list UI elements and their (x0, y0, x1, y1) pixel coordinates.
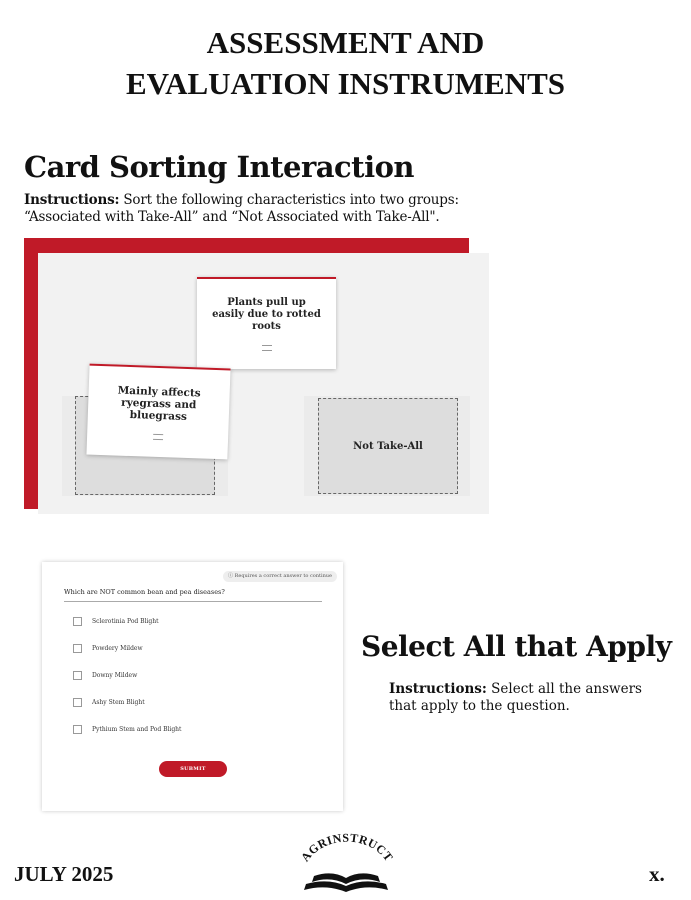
sort-card-ryegrass[interactable] (86, 364, 230, 460)
checkbox[interactable] (73, 671, 82, 680)
drop-zone-not-take-all-label: Not Take-All (353, 440, 423, 452)
quiz-option[interactable] (73, 724, 181, 734)
sort-card-label: Mainly affects ryegrass and bluegrass (117, 384, 201, 423)
agrinstruct-logo (290, 826, 402, 896)
quiz-option[interactable] (73, 643, 143, 653)
checkbox[interactable] (73, 644, 82, 653)
drop-zone-not-take-all[interactable] (318, 398, 458, 494)
requires-answer-badge: ⓘ Requires a correct answer to continue (223, 571, 337, 582)
card-sorting-heading: Card Sorting Interaction (24, 150, 415, 184)
page-title (0, 22, 691, 104)
quiz-divider (64, 601, 322, 602)
quiz-option[interactable] (73, 697, 145, 707)
quiz-option-label: Ashy Stem Blight (92, 698, 145, 706)
quiz-option[interactable] (73, 616, 159, 626)
select-all-heading: Select All that Apply (361, 630, 672, 663)
checkbox[interactable] (73, 698, 82, 707)
quiz-option[interactable] (73, 670, 137, 680)
checkbox[interactable] (73, 725, 82, 734)
sort-card-label: Plants pull up easily due to rotted roots (212, 297, 321, 332)
checkbox[interactable] (73, 617, 82, 626)
quiz-question: Which are NOT common bean and pea diseases? (64, 588, 225, 596)
quiz-option-label: Sclerotinia Pod Blight (92, 617, 159, 625)
svg-text:AGRINSTRUCT (298, 831, 396, 865)
page-title-line-1: ASSESSMENT AND (206, 25, 485, 60)
select-all-instructions (389, 681, 649, 715)
submit-button[interactable]: SUBMIT (159, 761, 227, 777)
quiz-option-label: Pythium Stem and Pod Blight (92, 725, 182, 733)
select-all-instructions-label: Instructions: (389, 681, 487, 697)
drag-handle-icon[interactable] (262, 345, 272, 351)
page-number: x. (649, 862, 665, 886)
quiz-option-label: Powdery Mildew (92, 644, 143, 652)
page-title-line-2: EVALUATION INSTRUMENTS (126, 66, 565, 101)
open-book-icon (304, 873, 388, 892)
card-sorting-instructions-text-1: Sort the following characteristics into two groups: (119, 192, 459, 208)
logo-text: AGRINSTRUCT (298, 830, 396, 865)
card-sorting-instructions-text-2: “Associated with Take-All” and “Not Associated with Take-All". (24, 209, 440, 225)
sort-card-rotted-roots[interactable] (197, 277, 336, 369)
card-sorting-instructions (24, 192, 494, 226)
drag-handle-icon[interactable] (153, 433, 163, 439)
card-sorting-instructions-label: Instructions: (24, 192, 120, 208)
select-all-instructions-text: Select all the answers that apply to the question. (389, 681, 642, 714)
footer-date: JULY 2025 (14, 862, 114, 886)
quiz-option-label: Downy Mildew (92, 671, 138, 679)
